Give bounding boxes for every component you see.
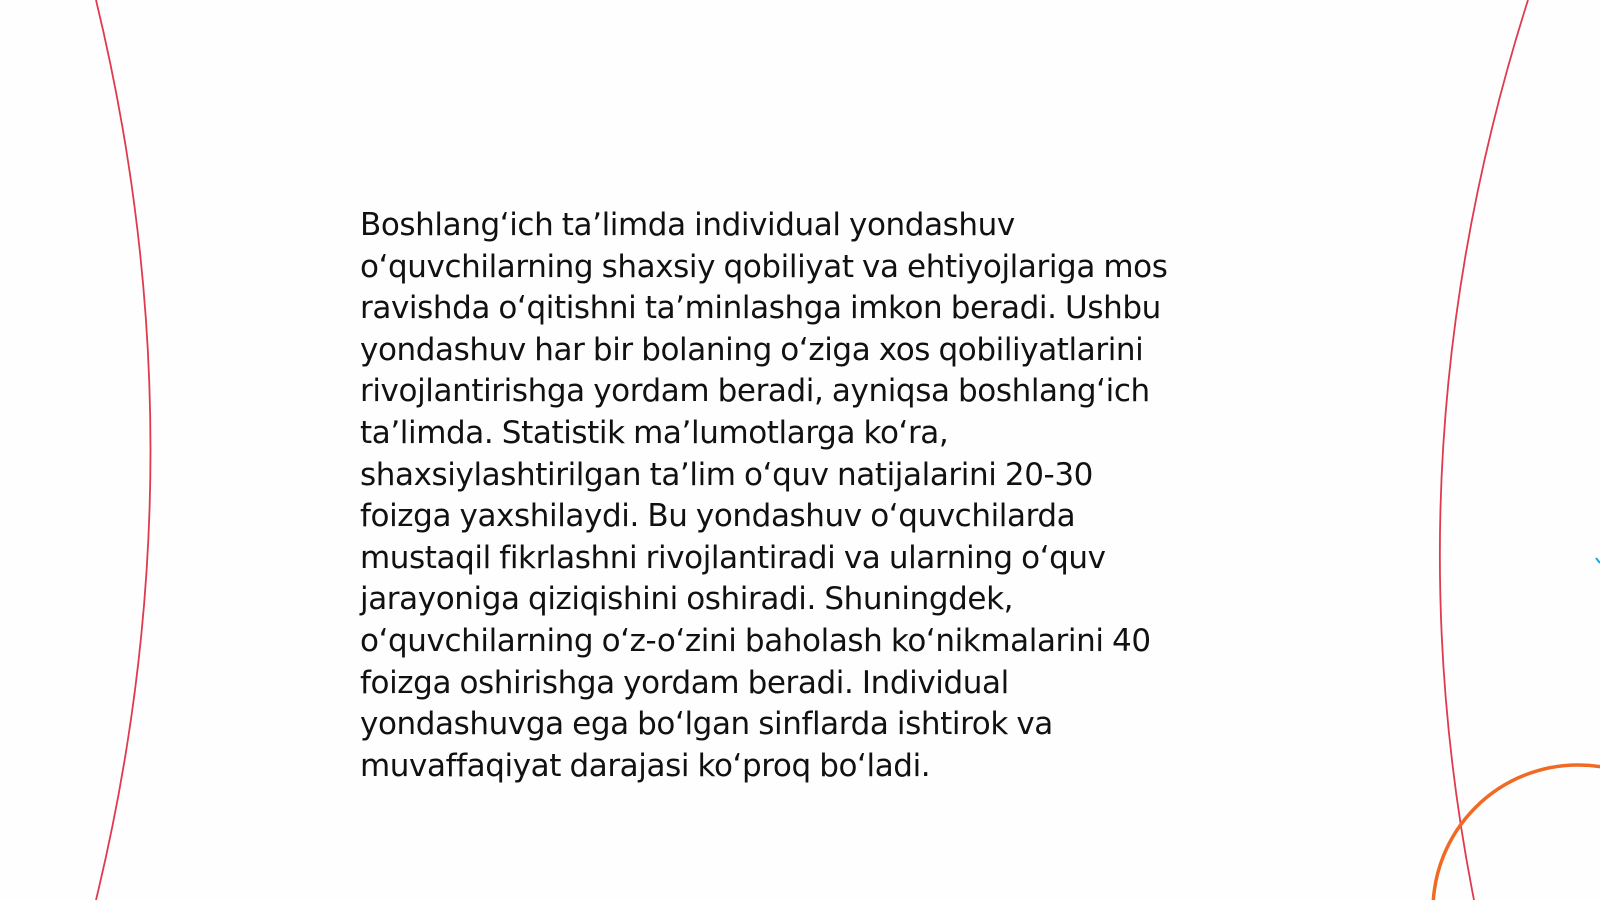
right-arc-decoration [1440, 0, 1528, 900]
left-arc-decoration [96, 0, 151, 900]
slide-body-text: Boshlangʻich taʼlimda individual yondashuv oʻquvchilarning shaxsiy qobiliyat va ehtiyojlariga mos ravishda oʻqitishni taʼminlashga imkon beradi. Ushbu yondashuv har bir bolaning oʻziga xos qobiliyatlarini rivojlantirishga yordam beradi, ayniqsa boshlangʻich taʼlimda. Statistik maʼlumotlarga koʻra, shaxsiylashtirilgan taʼlim oʻquv natijalarini 20-30 foizga yaxshilaydi. Bu yondashuv oʻquvchilarda mustaqil fikrlashni rivojlantiradi va ularning oʻquv jarayoniga qiziqishini oshiradi. Shuningdek, oʻquvchilarning oʻz-oʻzini baholash koʻnikmalarini 40 foizga oshirishga yordam beradi. Individual yondashuvga ega boʻlgan sinflarda ishtirok va muvaffaqiyat darajasi koʻproq boʻladi. [360, 207, 1168, 784]
blue-mark-decoration [1596, 558, 1600, 563]
orange-circle-decoration [1433, 765, 1600, 900]
